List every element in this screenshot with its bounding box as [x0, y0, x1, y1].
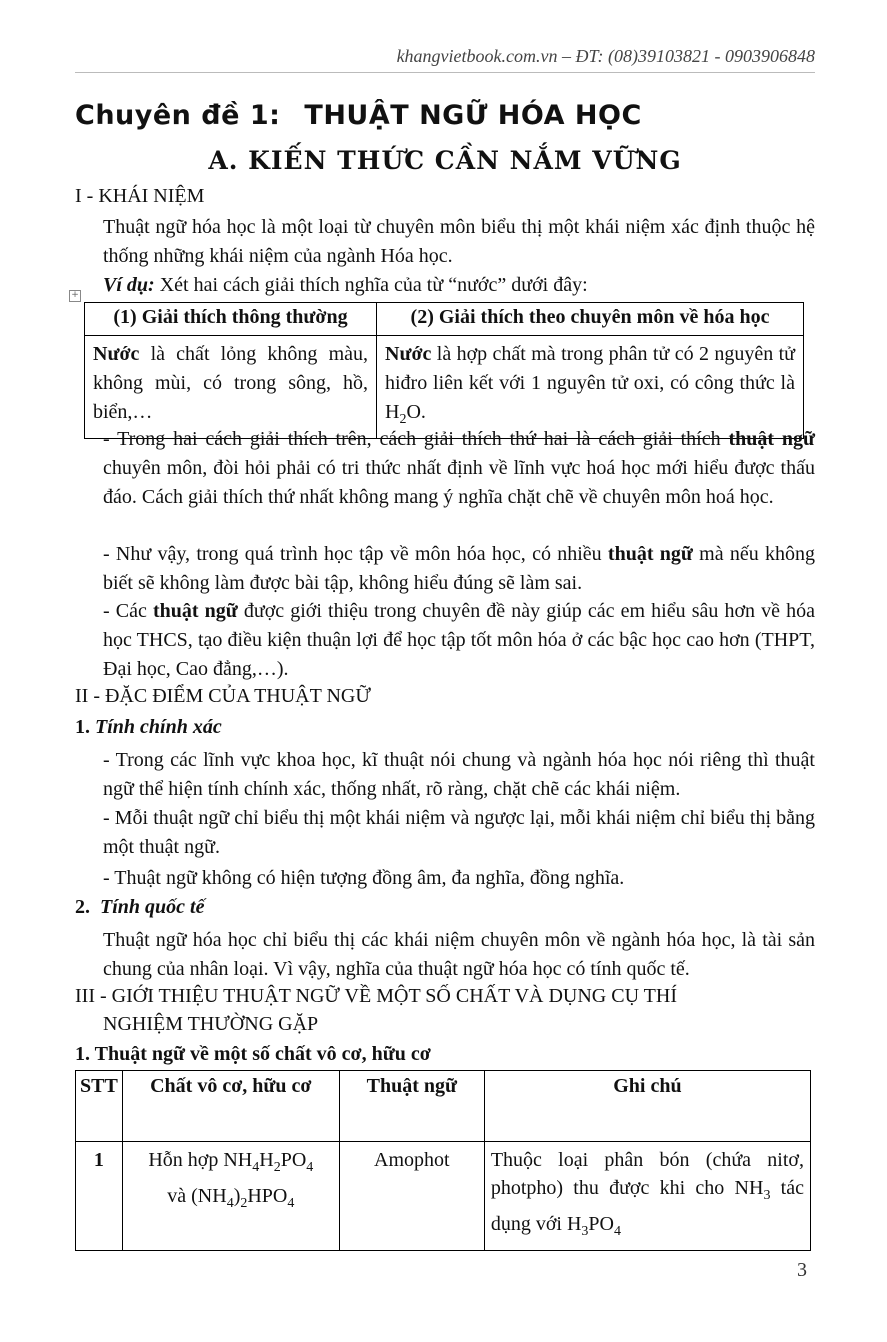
subsection-2-heading	[75, 896, 204, 919]
text-run: mà nếu không biết sẽ không làm được bài tập, không hiểu đúng sẽ làm sai.	[103, 543, 815, 594]
example-label: Ví dụ:	[103, 274, 155, 296]
paragraph-1	[103, 425, 815, 512]
stt-cell: 1	[76, 1142, 123, 1251]
compound-cell: Hỗn hợp $NH_4H_2PO_4$ và $(NH_4)_2HPO_4$	[122, 1142, 339, 1251]
table-move-handle-icon[interactable]: +	[69, 290, 81, 302]
section-a-title: A. KIẾN THỨC CẦN NẮM VỮNG	[208, 146, 682, 175]
subsection-1-heading	[75, 716, 222, 739]
subscript: 4	[613, 1224, 621, 1239]
section-3-subheading: 1. Thuật ngữ về một số chất vô cơ, hữu cơ	[75, 1043, 431, 1065]
text-run: chuyên môn, đòi hỏi phải có tri thức nhất định về lĩnh vực hoá học mới hiểu được thấu đáo. Cách giải thích thứ nhất không mang ý nghĩa chặt chẽ về chuyên môn hoá học.	[103, 457, 815, 508]
chapter-main-title: THUẬT NGỮ HÓA HỌC	[304, 100, 642, 131]
table-cell-common	[85, 336, 377, 439]
water-definition-table	[84, 302, 804, 439]
text-run: - Các	[103, 600, 153, 622]
subsection-title: Tính quốc tế	[100, 896, 205, 918]
text-run: được giới thiệu trong chuyên đề này giúp các em hiểu sâu hơn về hóa học THCS, tạo điều kiện thuận lợi để học tập tốt môn hóa ở các bậc học cao hơn (THPT, Đại học, Cao đẳng,…).	[103, 600, 815, 680]
table-row	[76, 1142, 811, 1251]
table-header-cell: Chất vô cơ, hữu cơ	[122, 1071, 339, 1142]
chapter-prefix: Chuyên đề 1:	[75, 100, 281, 131]
section-1-intro: Thuật ngữ hóa học là một loại từ chuyên môn biểu thị một khái niệm xác định thuộc hệ thống những khái niệm của ngành Hóa học.	[103, 216, 815, 267]
subsection-title: Tính chính xác	[95, 716, 222, 738]
bold-term: thuật ngữ	[607, 543, 693, 565]
table-cell-chemistry	[377, 336, 804, 439]
term-bold: Nước	[93, 343, 140, 365]
subsection-1-para-3: - Thuật ngữ không có hiện tượng đồng âm, đa nghĩa, đồng nghĩa.	[103, 867, 625, 889]
table-header-cell: Ghi chú	[484, 1071, 810, 1142]
text-run: Thuộc loại phân bón (chứa nitơ, photpho) thu được khi cho NH	[490, 1149, 804, 1199]
page-number: 3	[797, 1259, 807, 1281]
subscript: 2	[399, 412, 407, 427]
paragraph-3	[103, 597, 815, 684]
paragraph-2	[103, 540, 815, 598]
text-run: tác dụng với H	[490, 1177, 804, 1235]
table-header-cell: Thuật ngữ	[339, 1071, 484, 1142]
chemicals-table	[75, 1070, 811, 1251]
bold-term: thuật ngữ	[728, 428, 815, 450]
cell-text: là hợp chất mà trong phân tử có 2 nguyên tử hiđro liên kết với 1 nguyên tử oxi, có công thức là H	[385, 343, 795, 423]
section-3-heading-line1: III - GIỚI THIỆU THUẬT NGỮ VỀ MỘT SỐ CHẤT VÀ DỤNG CỤ THÍ	[75, 985, 677, 1007]
subsection-2-para: Thuật ngữ hóa học chỉ biểu thị các khái niệm chuyên môn về ngành hóa học, là tài sản chung của nhân loại. Vì vậy, nghĩa của thuật ngữ hóa học có tính quốc tế.	[103, 929, 815, 980]
section-3-heading-line2: NGHIỆM THƯỜNG GẶP	[103, 1013, 319, 1035]
chapter-title	[75, 100, 642, 131]
term-cell: Amophot	[339, 1142, 484, 1251]
table-header-row	[85, 303, 804, 336]
note-cell	[484, 1142, 810, 1251]
subsection-1-para-1: - Trong các lĩnh vực khoa học, kĩ thuật nói chung và ngành hóa học nói riêng thì thuật ngữ thể hiện tính chính xác, thống nhất, rõ ràng, chặt chẽ các khái niệm.	[103, 749, 815, 800]
example-line	[103, 271, 815, 300]
table-row	[85, 336, 804, 439]
text-run: - Như vậy, trong quá trình học tập về môn hóa học, có nhiều	[103, 543, 608, 565]
table-header-cell: (1) Giải thích thông thường	[85, 303, 377, 336]
section-2-heading: II - ĐẶC ĐIỂM CỦA THUẬT NGỮ	[75, 685, 371, 707]
text-run: - Trong hai cách giải thích trên, cách giải thích thứ hai là cách giải thích	[103, 428, 729, 450]
bold-term: thuật ngữ	[152, 600, 238, 622]
page-header: khangvietbook.com.vn – ĐT: (08)39103821 - 0903906848	[396, 46, 815, 66]
subsection-number: 2.	[75, 896, 90, 918]
subsection-number: 1.	[75, 716, 90, 738]
header-rule	[75, 72, 815, 73]
table-header-row	[76, 1071, 811, 1142]
section-1-heading: I - KHÁI NIỆM	[75, 185, 205, 207]
term-bold: Nước	[385, 343, 432, 365]
cell-text: là chất lỏng không màu, không mùi, có trong sông, hồ, biển,…	[93, 343, 368, 423]
subscript: 3	[581, 1224, 589, 1239]
table-header-cell: (2) Giải thích theo chuyên môn về hóa học	[377, 303, 804, 336]
example-text: Xét hai cách giải thích nghĩa của từ “nước” dưới đây:	[154, 274, 588, 296]
table-header-cell: STT	[76, 1071, 123, 1142]
subsection-1-para-2: - Mỗi thuật ngữ chỉ biểu thị một khái niệm và ngược lại, mỗi khái niệm chỉ biểu thị bằng một thuật ngữ.	[103, 807, 815, 858]
text-run: PO	[588, 1213, 614, 1235]
cell-text: O.	[406, 401, 426, 423]
subscript: 3	[763, 1188, 771, 1203]
